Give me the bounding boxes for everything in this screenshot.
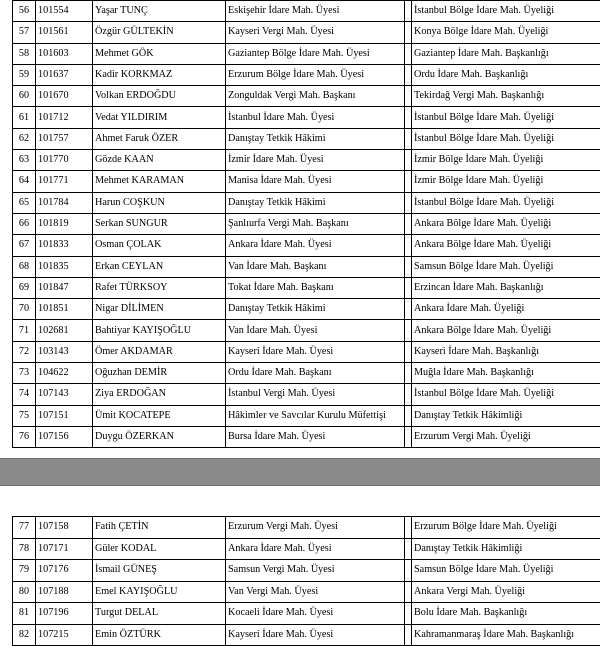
table-row [13,581,600,603]
name-cell: Ahmet Faruk ÖZER [93,128,226,149]
new-position-cell: Muğla İdare Mah. Başkanlığı [412,363,600,384]
current-position-cell: Zonguldak Vergi Mah. Başkanı [226,86,405,107]
spacer-cell [405,171,412,192]
row-number-cell: 80 [13,581,36,603]
row-number-cell: 78 [13,538,36,560]
row-number-cell: 76 [13,426,36,447]
current-position-cell: Ankara İdare Mah. Üyesi [226,235,405,256]
row-number-cell: 74 [13,384,36,405]
row-number-cell: 64 [13,171,36,192]
row-number-cell: 81 [13,603,36,625]
spacer-cell [405,299,412,320]
table-row [13,320,600,341]
current-position-cell: Şanlıurfa Vergi Mah. Başkanı [226,213,405,234]
new-position-cell: Erzurum Vergi Mah. Üyeliği [412,426,600,447]
new-position-cell: Kayseri İdare Mah. Başkanlığı [412,341,600,362]
registry-id-cell: 107196 [36,603,93,625]
new-position-cell: Ankara İdare Mah. Üyeliği [412,299,600,320]
registry-id-cell: 101770 [36,150,93,171]
row-number-cell: 67 [13,235,36,256]
table-row [13,256,600,277]
name-cell: Oğuzhan DEMİR [93,363,226,384]
name-cell: Özgür GÜLTEKİN [93,22,226,43]
name-cell: Rafet TÜRKSOY [93,277,226,298]
name-cell: Yaşar TUNÇ [93,1,226,22]
row-number-cell: 57 [13,22,36,43]
name-cell: Fatih ÇETİN [93,517,226,539]
row-number-cell: 71 [13,320,36,341]
current-position-cell: Danıştay Tetkik Hâkimi [226,192,405,213]
table-row [13,22,600,43]
current-position-cell: Erzurum Vergi Mah. Üyesi [226,517,405,539]
table-row [13,107,600,128]
name-cell: Gözde KAAN [93,150,226,171]
new-position-cell: Konya Bölge İdare Mah. Üyeliği [412,22,600,43]
current-position-cell: Ordu İdare Mah. Başkanı [226,363,405,384]
current-position-cell: Van Vergi Mah. Üyesi [226,581,405,603]
new-position-cell: Gaziantep İdare Mah. Başkanlığı [412,43,600,64]
table-row [13,363,600,384]
row-number-cell: 73 [13,363,36,384]
new-position-cell: Samsun Bölge İdare Mah. Üyeliği [412,256,600,277]
name-cell: Kadir KORKMAZ [93,64,226,85]
new-position-cell: Tekirdağ Vergi Mah. Başkanlığı [412,86,600,107]
name-cell: Erkan CEYLAN [93,256,226,277]
table-row [13,538,600,560]
name-cell: Ömer AKDAMAR [93,341,226,362]
registry-id-cell: 101784 [36,192,93,213]
name-cell: Serkan SUNGUR [93,213,226,234]
registry-id-cell: 107143 [36,384,93,405]
current-position-cell: Danıştay Tetkik Hâkimi [226,128,405,149]
row-number-cell: 56 [13,1,36,22]
table-row [13,624,600,646]
current-position-cell: Gaziantep Bölge İdare Mah. Üyesi [226,43,405,64]
table-row [13,426,600,447]
spacer-cell [405,22,412,43]
row-number-cell: 69 [13,277,36,298]
row-number-cell: 60 [13,86,36,107]
name-cell: Turgut DELAL [93,603,226,625]
row-number-cell: 68 [13,256,36,277]
table-row [13,299,600,320]
row-number-cell: 65 [13,192,36,213]
spacer-cell [405,581,412,603]
row-number-cell: 79 [13,560,36,582]
row-number-cell: 62 [13,128,36,149]
registry-id-cell: 101603 [36,43,93,64]
registry-id-cell: 101670 [36,86,93,107]
table-row [13,192,600,213]
current-position-cell: İzmir İdare Mah. Üyesi [226,150,405,171]
name-cell: Osman ÇOLAK [93,235,226,256]
current-position-cell: Bursa İdare Mah. Üyesi [226,426,405,447]
spacer-cell [405,341,412,362]
registry-id-cell: 107171 [36,538,93,560]
spacer-cell [405,64,412,85]
name-cell: Mehmet KARAMAN [93,171,226,192]
spacer-cell [405,235,412,256]
appointments-table-page-2 [12,516,600,646]
new-position-cell: İzmir Bölge İdare Mah. Üyeliği [412,150,600,171]
spacer-cell [405,86,412,107]
new-position-cell: İstanbul Bölge İdare Mah. Üyeliği [412,107,600,128]
registry-id-cell: 107158 [36,517,93,539]
table-row [13,150,600,171]
current-position-cell: Ankara İdare Mah. Üyesi [226,538,405,560]
new-position-cell: İstanbul Bölge İdare Mah. Üyeliği [412,384,600,405]
new-position-cell: Danıştay Tetkik Hâkimliği [412,405,600,426]
name-cell: Emin ÖZTÜRK [93,624,226,646]
registry-id-cell: 101819 [36,213,93,234]
registry-id-cell: 104622 [36,363,93,384]
spacer-cell [405,538,412,560]
new-position-cell: Kahramanmaraş İdare Mah. Başkanlığı [412,624,600,646]
spacer-cell [405,320,412,341]
registry-id-cell: 107188 [36,581,93,603]
name-cell: Ziya ERDOĞAN [93,384,226,405]
registry-id-cell: 101847 [36,277,93,298]
document-page-2 [0,486,600,638]
new-position-cell: Bolu İdare Mah. Başkanlığı [412,603,600,625]
registry-id-cell: 101637 [36,64,93,85]
spacer-cell [405,624,412,646]
new-position-cell: Ankara Vergi Mah. Üyeliği [412,581,600,603]
spacer-cell [405,213,412,234]
registry-id-cell: 102681 [36,320,93,341]
name-cell: Ümit KOCATEPE [93,405,226,426]
current-position-cell: Kayseri İdare Mah. Üyesi [226,341,405,362]
current-position-cell: Manisa İdare Mah. Üyesi [226,171,405,192]
table-row [13,235,600,256]
appointments-table-page-1 [12,0,600,448]
row-number-cell: 72 [13,341,36,362]
spacer-cell [405,1,412,22]
registry-id-cell: 101757 [36,128,93,149]
registry-id-cell: 103143 [36,341,93,362]
table-row [13,277,600,298]
table-row [13,603,600,625]
current-position-cell: Danıştay Tetkik Hâkimi [226,299,405,320]
registry-id-cell: 101712 [36,107,93,128]
row-number-cell: 70 [13,299,36,320]
current-position-cell: İstanbul İdare Mah. Üyesi [226,107,405,128]
name-cell: Bahtiyar KAYIŞOĞLU [93,320,226,341]
row-number-cell: 82 [13,624,36,646]
table-row [13,341,600,362]
spacer-cell [405,405,412,426]
registry-id-cell: 101554 [36,1,93,22]
new-position-cell: Samsun Bölge İdare Mah. Üyeliği [412,560,600,582]
new-position-cell: İstanbul Bölge İdare Mah. Üyeliği [412,128,600,149]
current-position-cell: Kocaeli İdare Mah. Üyesi [226,603,405,625]
spacer-cell [405,363,412,384]
table-row [13,1,600,22]
row-number-cell: 61 [13,107,36,128]
new-position-cell: İstanbul Bölge İdare Mah. Üyeliği [412,192,600,213]
spacer-cell [405,277,412,298]
current-position-cell: İstanbul Vergi Mah. Üyesi [226,384,405,405]
new-position-cell: İstanbul Bölge İdare Mah. Üyeliği [412,1,600,22]
new-position-cell: Danıştay Tetkik Hâkimliği [412,538,600,560]
spacer-cell [405,517,412,539]
registry-id-cell: 107176 [36,560,93,582]
table-row [13,86,600,107]
registry-id-cell: 101851 [36,299,93,320]
new-position-cell: Ordu İdare Mah. Başkanlığı [412,64,600,85]
registry-id-cell: 101561 [36,22,93,43]
spacer-cell [405,560,412,582]
row-number-cell: 58 [13,43,36,64]
name-cell: İsmail GÜNEŞ [93,560,226,582]
table-row [13,213,600,234]
new-position-cell: Erzurum Bölge İdare Mah. Üyeliği [412,517,600,539]
spacer-cell [405,128,412,149]
current-position-cell: Erzurum Bölge İdare Mah. Üyesi [226,64,405,85]
row-number-cell: 75 [13,405,36,426]
spacer-cell [405,107,412,128]
name-cell: Vedat YILDIRIM [93,107,226,128]
current-position-cell: Kayseri İdare Mah. Üyesi [226,624,405,646]
name-cell: Volkan ERDOĞDU [93,86,226,107]
table-row [13,171,600,192]
row-number-cell: 66 [13,213,36,234]
spacer-cell [405,603,412,625]
row-number-cell: 59 [13,64,36,85]
spacer-cell [405,192,412,213]
spacer-cell [405,43,412,64]
table-row [13,43,600,64]
spacer-cell [405,150,412,171]
table-row [13,64,600,85]
new-position-cell: Ankara Bölge İdare Mah. Üyeliği [412,235,600,256]
current-position-cell: Hâkimler ve Savcılar Kurulu Müfettişi [226,405,405,426]
page-separator [0,458,600,486]
table-row [13,405,600,426]
spacer-cell [405,256,412,277]
name-cell: Duygu ÖZERKAN [93,426,226,447]
current-position-cell: Tokat İdare Mah. Başkanı [226,277,405,298]
name-cell: Harun COŞKUN [93,192,226,213]
registry-id-cell: 107156 [36,426,93,447]
name-cell: Emel KAYIŞOĞLU [93,581,226,603]
spacer-cell [405,426,412,447]
current-position-cell: Van İdare Mah. Başkanı [226,256,405,277]
name-cell: Nigar DİLİMEN [93,299,226,320]
row-number-cell: 63 [13,150,36,171]
table-row [13,560,600,582]
new-position-cell: Erzincan İdare Mah. Başkanlığı [412,277,600,298]
registry-id-cell: 107215 [36,624,93,646]
registry-id-cell: 101835 [36,256,93,277]
table-row [13,517,600,539]
spacer-cell [405,384,412,405]
current-position-cell: Samsun Vergi Mah. Üyesi [226,560,405,582]
current-position-cell: Van İdare Mah. Üyesi [226,320,405,341]
current-position-cell: Eskişehir İdare Mah. Üyesi [226,1,405,22]
new-position-cell: Ankara Bölge İdare Mah. Üyeliği [412,320,600,341]
new-position-cell: İzmir Bölge İdare Mah. Üyeliği [412,171,600,192]
name-cell: Mehmet GÖK [93,43,226,64]
registry-id-cell: 107151 [36,405,93,426]
registry-id-cell: 101833 [36,235,93,256]
name-cell: Güler KODAL [93,538,226,560]
registry-id-cell: 101771 [36,171,93,192]
table-row [13,384,600,405]
new-position-cell: Ankara Bölge İdare Mah. Üyeliği [412,213,600,234]
table-row [13,128,600,149]
current-position-cell: Kayseri Vergi Mah. Üyesi [226,22,405,43]
row-number-cell: 77 [13,517,36,539]
